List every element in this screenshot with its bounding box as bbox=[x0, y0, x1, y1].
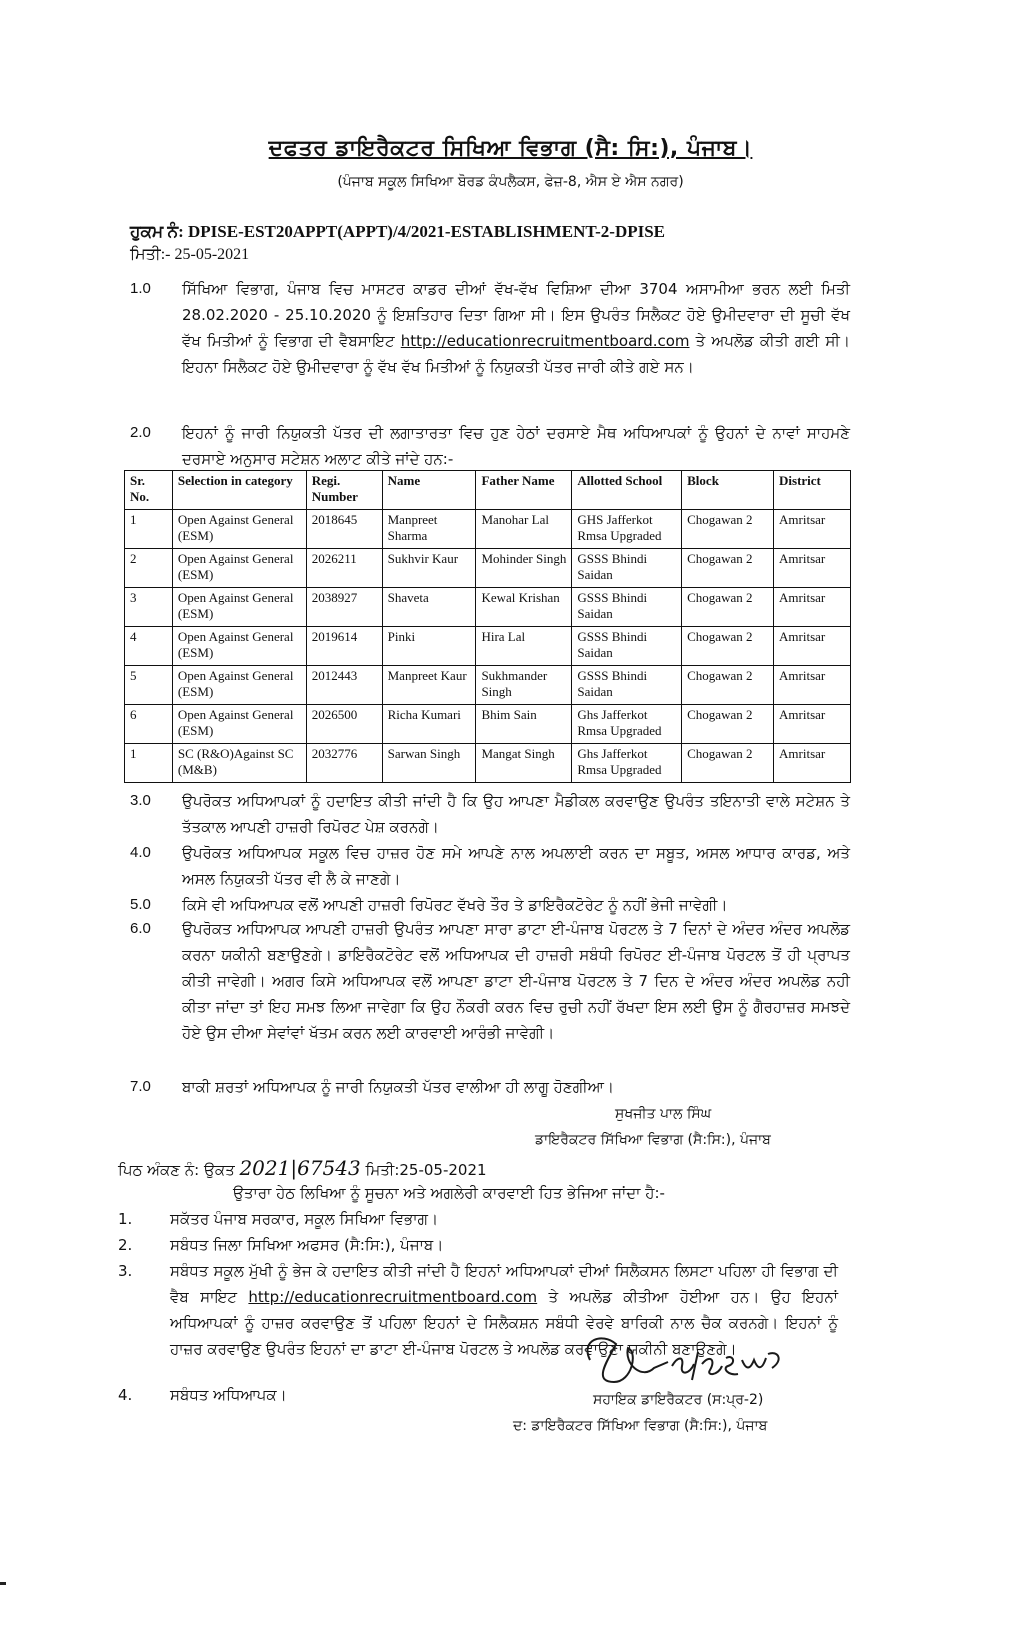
cell-allotted-school: Ghs Jafferkot Rmsa Upgraded bbox=[572, 705, 682, 744]
column-header-allotted-school: Allotted School bbox=[572, 471, 682, 510]
assistant-director-designation: ਸਹਾਇਕ ਡਾਇਰੈਕਟਰ (ਸ:ਪ੍ਰ-2) bbox=[593, 1392, 764, 1408]
scan-mark bbox=[0, 1582, 6, 1585]
paragraph-text-part: ਸਿੱਖਿਆ ਵਿਭਾਗ, ਪੰਜਾਬ ਵਿਚ ਮਾਸਟਰ ਕਾਡਰ ਦੀਆਂ ਵੱਖ-ਵੱਖ ਵਿਸ਼ਿਆ ਦੀਆ 3704 ਅਸਾਮੀਆ ਭਰਨ ਲਈ ਮਿਤੀ 28.02.2020 - 25.10.2020 ਨੂੰ ਇਸ਼ਤਿਹਾਰ ਦਿਤਾ ਗਿਆ ਸੀ। ਇਸ ਉਪਰੰਤ ਸਿਲੈਕਟ ਹੋਏ ਉਮੀਦਵਾਰਾ ਦੀ ਸੂਚੀ ਵੱਖ ਵੱਖ ਮਿਤੀਆਂ ਨੂੰ ਵਿਭਾਗ ਦੀ ਵੈਬਸਾਇਟ bbox=[182, 280, 850, 350]
paragraph-5 bbox=[130, 892, 850, 918]
paragraph-text: ਕਿਸੇ ਵੀ ਅਧਿਆਪਕ ਵਲੋਂ ਆਪਣੀ ਹਾਜ਼ਰੀ ਰਿਪੋਰਟ ਵੱਖਰੇ ਤੌਰ ਤੇ ਡਾਇਰੈਕਟੋਰੇਟ ਨੂੰ ਨਹੀਂ ਭੇਜੀ ਜਾਵੇਗੀ। bbox=[182, 896, 728, 914]
table-row bbox=[125, 549, 851, 588]
cell-name: Shaveta bbox=[382, 588, 476, 627]
cell-regi-number: 2019614 bbox=[306, 627, 382, 666]
website-link[interactable]: http://educationrecruitmentboard.com bbox=[248, 1288, 538, 1306]
cell-allotted-school: GSSS Bhindi Saidan bbox=[572, 549, 682, 588]
copy-item-text-part: ਸਬੰਧਤ ਸਕੂਲ ਮੁੱਖੀ ਨੂੰ ਭੇਜ ਕੇ ਹਦਾਇਤ ਕੀਤੀ ਜਾਂਦੀ ਹੈ ਇਹਨਾਂ ਅਧਿਆਪਕਾਂ ਦੀਆਂ ਸਿਲੈਕਸਨ ਲਿਸਟਾ ਪਹਿਲਾ ਹੀ ਵਿਭਾਗ ਦੀ ਵੈਬ ਸਾਇਟ bbox=[170, 1262, 838, 1306]
table-header-row bbox=[125, 471, 851, 510]
cell-category: Open Against General (ESM) bbox=[172, 510, 306, 549]
table-row bbox=[125, 588, 851, 627]
copy-item-number: 1. bbox=[118, 1210, 133, 1228]
column-header-name: Name bbox=[382, 471, 476, 510]
paragraph-text bbox=[182, 276, 850, 380]
copy-item-1 bbox=[118, 1206, 838, 1232]
cell-district: Amritsar bbox=[774, 549, 851, 588]
cell-name: Richa Kumari bbox=[382, 705, 476, 744]
cell-regi-number: 2026211 bbox=[306, 549, 382, 588]
cell-allotted-school: GSSS Bhindi Saidan bbox=[572, 666, 682, 705]
paragraph-text-part: ਤੇ ਅਪਲੋਡ ਕੀਤੀ ਗਈ ਸੀ। ਇਹਨਾ ਸਿਲੈਕਟ ਹੋਏ ਉਮੀਦਵਾਰਾ ਨੂੰ ਵੱਖ ਵੱਖ ਮਿਤੀਆਂ ਨੂੰ ਨਿਯੁਕਤੀ ਪੱਤਰ ਜਾਰੀ ਕੀਤੇ ਗਏ ਸਨ। bbox=[182, 332, 850, 376]
copy-item-4 bbox=[118, 1382, 418, 1408]
cell-regi-number: 2032776 bbox=[306, 744, 382, 783]
cell-sr-no: 3 bbox=[125, 588, 173, 627]
paragraph-text: ਉਪਰੋਕਤ ਅਧਿਆਪਕ ਆਪਣੀ ਹਾਜ਼ਰੀ ਉਪਰੰਤ ਆਪਣਾ ਸਾਰਾ ਡਾਟਾ ਈ-ਪੰਜਾਬ ਪੋਰਟਲ ਤੇ 7 ਦਿਨਾਂ ਦੇ ਅੰਦਰ ਅੰਦਰ ਅਪਲੋਡ ਕਰਨਾ ਯਕੀਨੀ ਬਣਾਉਣਗੇ। ਡਾਇਰੈਕਟੋਰੇਟ ਵਲੋਂ ਅਧਿਆਪਕ ਦੀ ਹਾਜ਼ਰੀ ਸਬੰਧੀ ਰਿਪੋਰਟ ਈ-ਪੰਜਾਬ ਪੋਰਟਲ ਤੋਂ ਹੀ ਪ੍ਰਾਪਤ ਕੀਤੀ ਜਾਵੇਗੀ। ਅਗਰ ਕਿਸੇ ਅਧਿਆਪਕ ਵਲੋਂ ਆਪਣਾ ਡਾਟਾ ਈ-ਪੰਜਾਬ ਪੋਰਟਲ ਤੇ 7 ਦਿਨ ਦੇ ਅੰਦਰ ਅੰਦਰ ਅਪਲੋਡ ਨਹੀ ਕੀਤਾ ਜਾਂਦਾ ਤਾਂ ਇਹ ਸਮਝ ਲਿਆ ਜਾਵੇਗਾ ਕਿ ਉਹ ਨੌਕਰੀ ਕਰਨ ਵਿਚ ਰੁਚੀ ਨਹੀਂ ਰੱਖਦਾ ਇਸ ਲਈ ਉਸ ਨੂੰ ਗੈਰਹਾਜ਼ਰ ਸਮਝਦੇ ਹੋਏ ਉਸ ਦੀਆ ਸੇਵਾਂਵਾਂ ਖੱਤਮ ਕਰਨ ਲਈ ਕਾਰਵਾਈ ਆਰੰਭੀ ਜਾਵੇਗੀ। bbox=[182, 920, 850, 1042]
order-number: ਹੁਕਮ ਨੰ: DPISE-EST20APPT(APPT)/4/2021-ESTABLISHMENT-2-DPISE bbox=[130, 222, 666, 241]
copy-item-text-part: ਤੇ ਅਪਲੋਡ ਕੀਤੀਆ ਹੋਈਆ ਹਨ। ਉਹ ਇਹਨਾਂ ਅਧਿਆਪਕਾਂ ਨੂੰ ਹਾਜ਼ਰ ਕਰਵਾਉਣ ਤੋਂ ਪਹਿਲਾ ਇਹਨਾਂ ਦੇ ਸਿਲੈਕਸ਼ਨ ਸਬੰਧੀ ਵੇਰਵੇ ਬਾਰਿਕੀ ਨਾਲ ਚੈਕ ਕਰਨਗੇ। ਇਹਨਾਂ ਨੂੰ ਹਾਜ਼ਰ ਕਰਵਾਉਣ ਉਪਰੰਤ ਇਹਨਾਂ ਦਾ ਡਾਟਾ ਈ-ਪੰਜਾਬ ਪੋਰਟਲ ਤੇ ਅਪਲੋਡ ਕਰਵਾਉਣਾ ਯਕੀਨੀ ਬਣਾਉਣਗੇ। bbox=[170, 1288, 838, 1358]
order-date: ਮਿਤੀ:- 25-05-2021 bbox=[130, 246, 250, 263]
column-header-district: District bbox=[774, 471, 851, 510]
website-link[interactable]: http://educationrecruitmentboard.com bbox=[400, 332, 690, 350]
cell-allotted-school: GSSS Bhindi Saidan bbox=[572, 588, 682, 627]
table-row bbox=[125, 705, 851, 744]
station-allotment-table bbox=[124, 470, 851, 783]
cell-block: Chogawan 2 bbox=[682, 627, 774, 666]
cell-sr-no: 4 bbox=[125, 627, 173, 666]
endorsement-line bbox=[118, 1156, 487, 1180]
copy-item-number: 4. bbox=[118, 1386, 133, 1404]
cell-allotted-school: Ghs Jafferkot Rmsa Upgraded bbox=[572, 744, 682, 783]
cell-sr-no: 6 bbox=[125, 705, 173, 744]
cell-sr-no: 1 bbox=[125, 510, 173, 549]
cell-sr-no: 1 bbox=[125, 744, 173, 783]
handwritten-signature-graphic bbox=[572, 1330, 792, 1390]
paragraph-number: 7.0 bbox=[130, 1078, 151, 1095]
cell-category: Open Against General (ESM) bbox=[172, 666, 306, 705]
copy-item-text: ਸਬੰਧਤ ਅਧਿਆਪਕ। bbox=[170, 1386, 287, 1404]
cell-sr-no: 5 bbox=[125, 666, 173, 705]
paragraph-number: 1.0 bbox=[130, 280, 151, 297]
signature-stroke bbox=[702, 1359, 722, 1374]
paragraph-number: 4.0 bbox=[130, 844, 151, 861]
paragraph-7 bbox=[130, 1074, 850, 1100]
cell-district: Amritsar bbox=[774, 627, 851, 666]
cell-district: Amritsar bbox=[774, 510, 851, 549]
cell-father-name: Bhim Sain bbox=[476, 705, 572, 744]
signature-stroke bbox=[672, 1359, 694, 1373]
paragraph-6 bbox=[130, 916, 850, 1072]
paragraph-2 bbox=[130, 420, 850, 472]
paragraph-text: ਉਪਰੋਕਤ ਅਧਿਆਪਕ ਸਕੂਲ ਵਿਚ ਹਾਜ਼ਰ ਹੋਣ ਸਮੇ ਆਪਣੇ ਨਾਲ ਅਪਲਾਈ ਕਰਨ ਦਾ ਸਬੂਤ, ਅਸਲ ਆਧਾਰ ਕਾਰਡ, ਅਤੇ ਅਸਲ ਨਿਯੁਕਤੀ ਪੱਤਰ ਵੀ ਲੈ ਕੇ ਜਾਣਗੇ। bbox=[182, 844, 850, 888]
table-row bbox=[125, 510, 851, 549]
table-row bbox=[125, 666, 851, 705]
paragraph-number: 6.0 bbox=[130, 920, 151, 937]
cell-regi-number: 2018645 bbox=[306, 510, 382, 549]
paragraph-text: ਉਪਰੋਕਤ ਅਧਿਆਪਕਾਂ ਨੂੰ ਹਦਾਇਤ ਕੀਤੀ ਜਾਂਦੀ ਹੈ ਕਿ ਉਹ ਆਪਣਾ ਮੈਡੀਕਲ ਕਰਵਾਉਣ ਉਪਰੰਤ ਤਇਨਾਤੀ ਵਾਲੇ ਸਟੇਸ਼ਨ ਤੇ ਤੱਤਕਾਲ ਆਪਣੀ ਹਾਜ਼ਰੀ ਰਿਪੋਰਟ ਪੇਸ਼ ਕਰਨਗੇ। bbox=[182, 792, 850, 836]
signatory-designation: ਡਾਇਰੈਕਟਰ ਸਿੱਖਿਆ ਵਿਭਾਗ (ਸੈ:ਸਿ:), ਪੰਜਾਬ bbox=[535, 1132, 771, 1148]
cell-father-name: Mohinder Singh bbox=[476, 549, 572, 588]
cell-name: Sarwan Singh bbox=[382, 744, 476, 783]
office-title: ਦਫਤਰ ਡਾਇਰੈਕਟਰ ਸਿਖਿਆ ਵਿਭਾਗ (ਸੈ: ਸਿ:), ਪੰਜਾਬ। bbox=[268, 136, 753, 161]
copy-item-number: 2. bbox=[118, 1236, 133, 1254]
cell-allotted-school: GSSS Bhindi Saidan bbox=[572, 627, 682, 666]
cell-name: Pinki bbox=[382, 627, 476, 666]
cell-district: Amritsar bbox=[774, 666, 851, 705]
signature-stroke bbox=[587, 1338, 668, 1382]
endorsement-number: 2021|67543 bbox=[239, 1156, 361, 1180]
paragraph-3 bbox=[130, 788, 850, 840]
signatory-name: ਸੁਖਜੀਤ ਪਾਲ ਸਿੰਘ bbox=[615, 1106, 712, 1122]
column-header-sr-no: Sr. No. bbox=[125, 471, 173, 510]
office-address: (ਪੰਜਾਬ ਸਕੂਲ ਸਿਖਿਆ ਬੋਰਡ ਕੰਪਲੈਕਸ, ਫੇਜ਼-8, ਐਸ ਏ ਐਸ ਨਗਰ) bbox=[337, 174, 684, 190]
endorsement-prefix: ਪਿਠ ਅੰਕਣ ਨੰ: ਉਕਤ bbox=[118, 1161, 235, 1179]
cell-block: Chogawan 2 bbox=[682, 549, 774, 588]
column-header-category: Selection in category bbox=[172, 471, 306, 510]
column-header-father-name: Father Name bbox=[476, 471, 572, 510]
table-row bbox=[125, 627, 851, 666]
cell-regi-number: 2012443 bbox=[306, 666, 382, 705]
cell-category: Open Against General (ESM) bbox=[172, 588, 306, 627]
cell-category: SC (R&O)Against SC (M&B) bbox=[172, 744, 306, 783]
endorsement-date: ਮਿਤੀ:25-05-2021 bbox=[365, 1161, 487, 1179]
paragraph-4 bbox=[130, 840, 850, 892]
cell-district: Amritsar bbox=[774, 705, 851, 744]
cell-name: Manpreet Sharma bbox=[382, 510, 476, 549]
cell-district: Amritsar bbox=[774, 588, 851, 627]
cell-category: Open Against General (ESM) bbox=[172, 627, 306, 666]
cell-regi-number: 2038927 bbox=[306, 588, 382, 627]
cell-allotted-school: GHS Jafferkot Rmsa Upgraded bbox=[572, 510, 682, 549]
copy-item-text: ਸਬੰਧਤ ਜਿਲਾ ਸਿਖਿਆ ਅਫਸਰ (ਸੈ:ਸਿ:), ਪੰਜਾਬ। bbox=[170, 1236, 444, 1254]
signature-date bbox=[672, 1347, 673, 1348]
copy-item-2 bbox=[118, 1232, 838, 1258]
cell-father-name: Manohar Lal bbox=[476, 510, 572, 549]
cell-category: Open Against General (ESM) bbox=[172, 549, 306, 588]
paragraph-text: ਇਹਨਾਂ ਨੂੰ ਜਾਰੀ ਨਿਯੁਕਤੀ ਪੱਤਰ ਦੀ ਲਗਾਤਾਰਤਾ ਵਿਚ ਹੁਣ ਹੇਠਾਂ ਦਰਸਾਏ ਮੈਥ ਅਧਿਆਪਕਾਂ ਨੂੰ ਉਹਨਾਂ ਦੇ ਨਾਵਾਂ ਸਾਹਮਣੇ ਦਰਸਾਏ ਅਨੁਸਾਰ ਸਟੇਸ਼ਨ ਅਲਾਟ ਕੀਤੇ ਜਾਂਦੇ ਹਨ:- bbox=[182, 424, 850, 468]
table-row bbox=[125, 744, 851, 783]
column-header-regi-number: Regi. Number bbox=[306, 471, 382, 510]
cell-category: Open Against General (ESM) bbox=[172, 705, 306, 744]
cell-father-name: Hira Lal bbox=[476, 627, 572, 666]
column-header-block: Block bbox=[682, 471, 774, 510]
cell-father-name: Mangat Singh bbox=[476, 744, 572, 783]
cell-regi-number: 2026500 bbox=[306, 705, 382, 744]
copy-intro: ਉਤਾਰਾ ਹੇਠ ਲਿਖਿਆ ਨੂੰ ਸੂਚਨਾ ਅਤੇ ਅਗਲੇਰੀ ਕਾਰਵਾਈ ਹਿਤ ਭੇਜਿਆ ਜਾਂਦਾ ਹੈ:- bbox=[233, 1184, 665, 1202]
paragraph-number: 5.0 bbox=[130, 896, 151, 913]
cell-block: Chogawan 2 bbox=[682, 510, 774, 549]
copy-item-number: 3. bbox=[118, 1262, 133, 1280]
copy-item-text: ਸਕੱਤਰ ਪੰਜਾਬ ਸਰਕਾਰ, ਸਕੂਲ ਸਿਖਿਆ ਵਿਭਾਗ। bbox=[170, 1210, 439, 1228]
cell-name: Sukhvir Kaur bbox=[382, 549, 476, 588]
cell-father-name: Kewal Krishan bbox=[476, 588, 572, 627]
cell-name: Manpreet Kaur bbox=[382, 666, 476, 705]
signature-stroke bbox=[726, 1357, 738, 1374]
paragraph-text: ਬਾਕੀ ਸ਼ਰਤਾਂ ਅਧਿਆਪਕ ਨੂੰ ਜਾਰੀ ਨਿਯੁਕਤੀ ਪੱਤਰ ਵਾਲੀਆ ਹੀ ਲਾਗੂ ਹੋਣਗੀਆ। bbox=[182, 1078, 615, 1096]
cell-block: Chogawan 2 bbox=[682, 744, 774, 783]
cell-block: Chogawan 2 bbox=[682, 666, 774, 705]
cell-sr-no: 2 bbox=[125, 549, 173, 588]
paragraph-number: 3.0 bbox=[130, 792, 151, 809]
cell-block: Chogawan 2 bbox=[682, 705, 774, 744]
signature-stroke bbox=[742, 1358, 766, 1368]
paragraph-number: 2.0 bbox=[130, 424, 151, 441]
cell-district: Amritsar bbox=[774, 744, 851, 783]
assistant-director-office: ਦ: ਡਾਇਰੈਕਟਰ ਸਿੱਖਿਆ ਵਿਭਾਗ (ਸੈ:ਸਿ:), ਪੰਜਾਬ bbox=[513, 1418, 768, 1434]
cell-father-name: Sukhmander Singh bbox=[476, 666, 572, 705]
cell-block: Chogawan 2 bbox=[682, 588, 774, 627]
signature-stroke bbox=[768, 1353, 779, 1368]
paragraph-1 bbox=[130, 276, 850, 416]
